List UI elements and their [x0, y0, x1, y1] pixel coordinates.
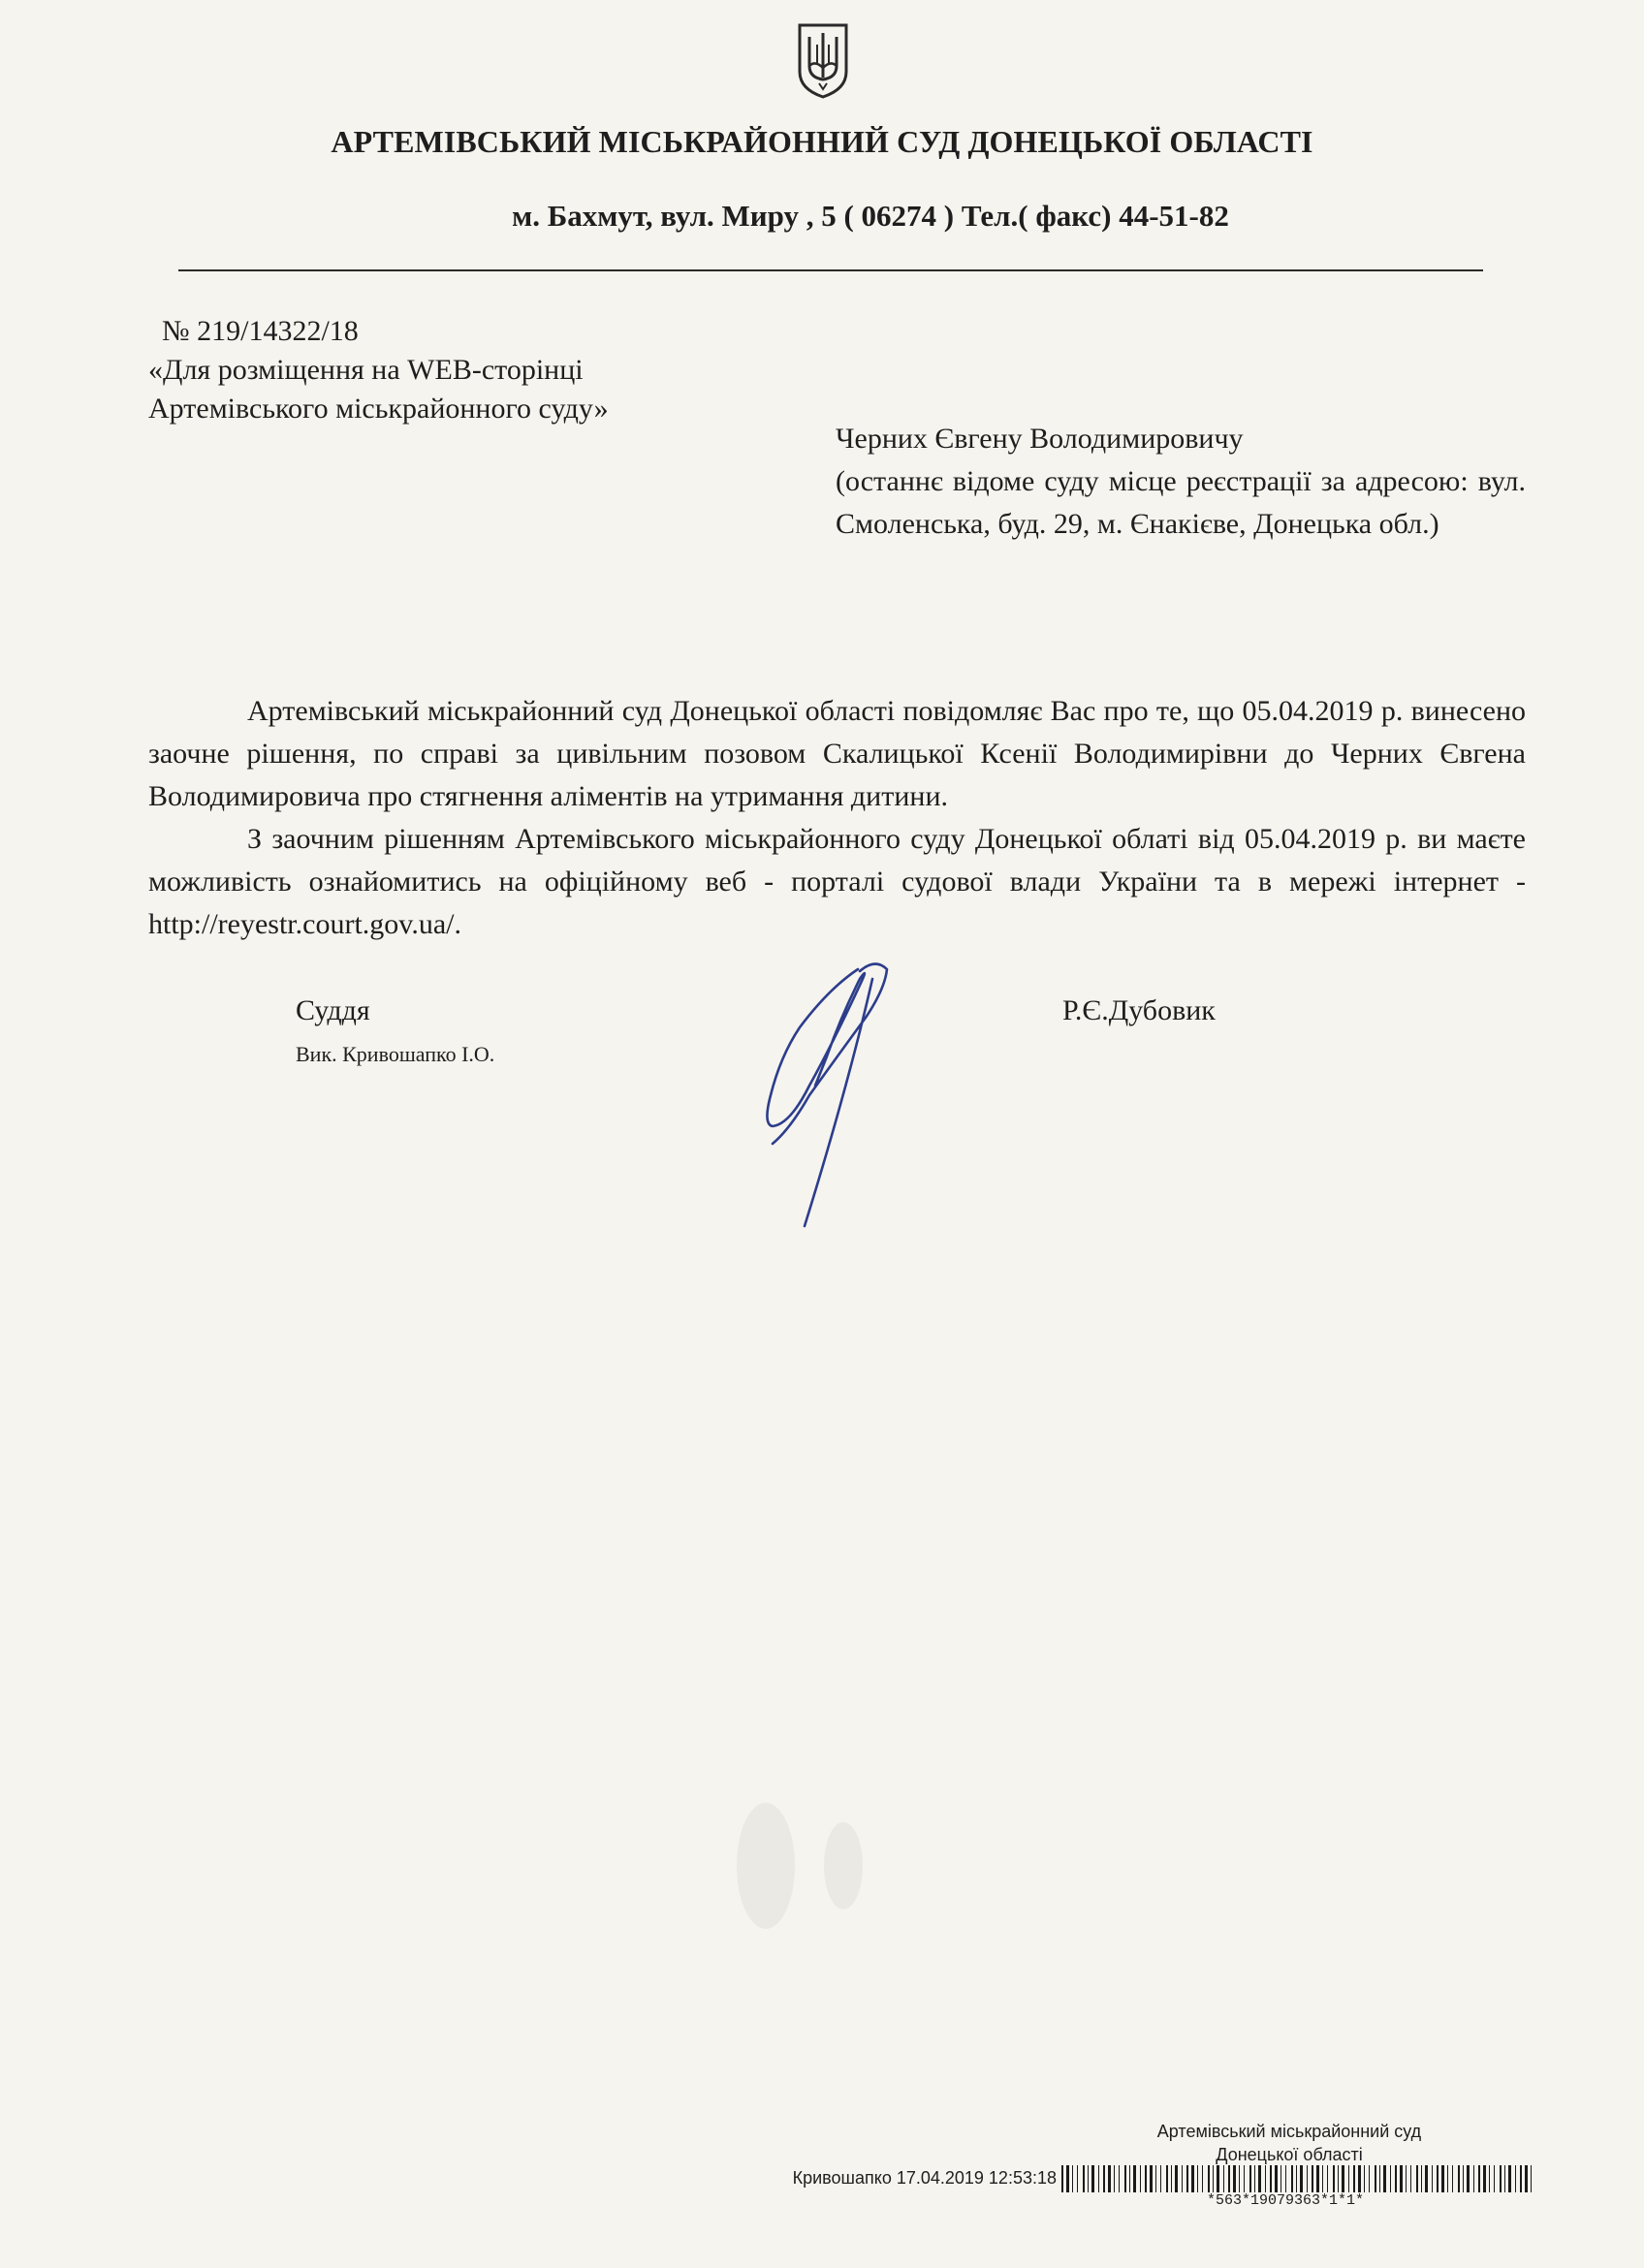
recipient-name: Черних Євгену Володимировичу [836, 423, 1244, 455]
letter-body [148, 690, 1526, 946]
signature-role: Суддя [296, 994, 370, 1026]
recipient-block [836, 418, 1526, 546]
footer-timestamp: Кривошапко 17.04.2019 12:53:18 [792, 2168, 1057, 2188]
judge-name: Р.Є.Дубовик [1062, 994, 1216, 1026]
web-publication-note-line2: Артемівського міськрайонного суду» [148, 393, 609, 425]
barcode-code: *563*19079363*1*1* [1207, 2192, 1365, 2209]
handwritten-signature-icon [751, 950, 906, 1231]
web-publication-note-line1: «Для розміщення на WEB-сторінці [148, 354, 584, 386]
body-paragraph: З заочним рішенням Артемівського міськрайонного суду Донецької облаті від 05.04.2019 р. ви маєте можливість ознайомитись на офіційному веб - порталі судової влади України та в мережі інтернет - http://reyestr.court.gov.ua/. [148, 823, 1526, 940]
outgoing-block [148, 312, 609, 428]
court-address: м. Бахмут, вул. Миру , 5 ( 06274 ) Тел.( факс) 44-51-82 [512, 199, 1229, 233]
footer-court-line2: Донецької області [1216, 2145, 1363, 2164]
footer-court-name [1095, 2120, 1483, 2166]
barcode-icon [1061, 2165, 1536, 2192]
trident-coat-of-arms-icon [796, 21, 850, 101]
header-divider [178, 269, 1483, 271]
executor-name: Вик. Кривошапко І.О. [296, 1042, 495, 1066]
court-name: АРТЕМІВСЬКИЙ МІСЬКРАЙОННИЙ СУД ДОНЕЦЬКОЇ ОБЛАСТІ [331, 124, 1313, 159]
footer-court-line1: Артемівський міськрайонний суд [1156, 2122, 1422, 2141]
scan-smudge [737, 1803, 795, 1929]
body-paragraph: Артемівський міськрайонний суд Донецької області повідомляє Вас про те, що 05.04.2019 р. винесено заочне рішення, по справі за цивільним позовом Скалицької Ксенії Володимирівни до Черних Євгена Володимировича про стягнення аліментів на утримання дитини. [148, 695, 1526, 812]
scan-smudge [824, 1822, 863, 1909]
outgoing-number: № 219/14322/18 [162, 315, 359, 347]
recipient-address: (останнє відоме суду місце реєстрації за адресою: вул. Смоленська, буд. 29, м. Єнакієве, Донецька обл.) [836, 465, 1526, 540]
